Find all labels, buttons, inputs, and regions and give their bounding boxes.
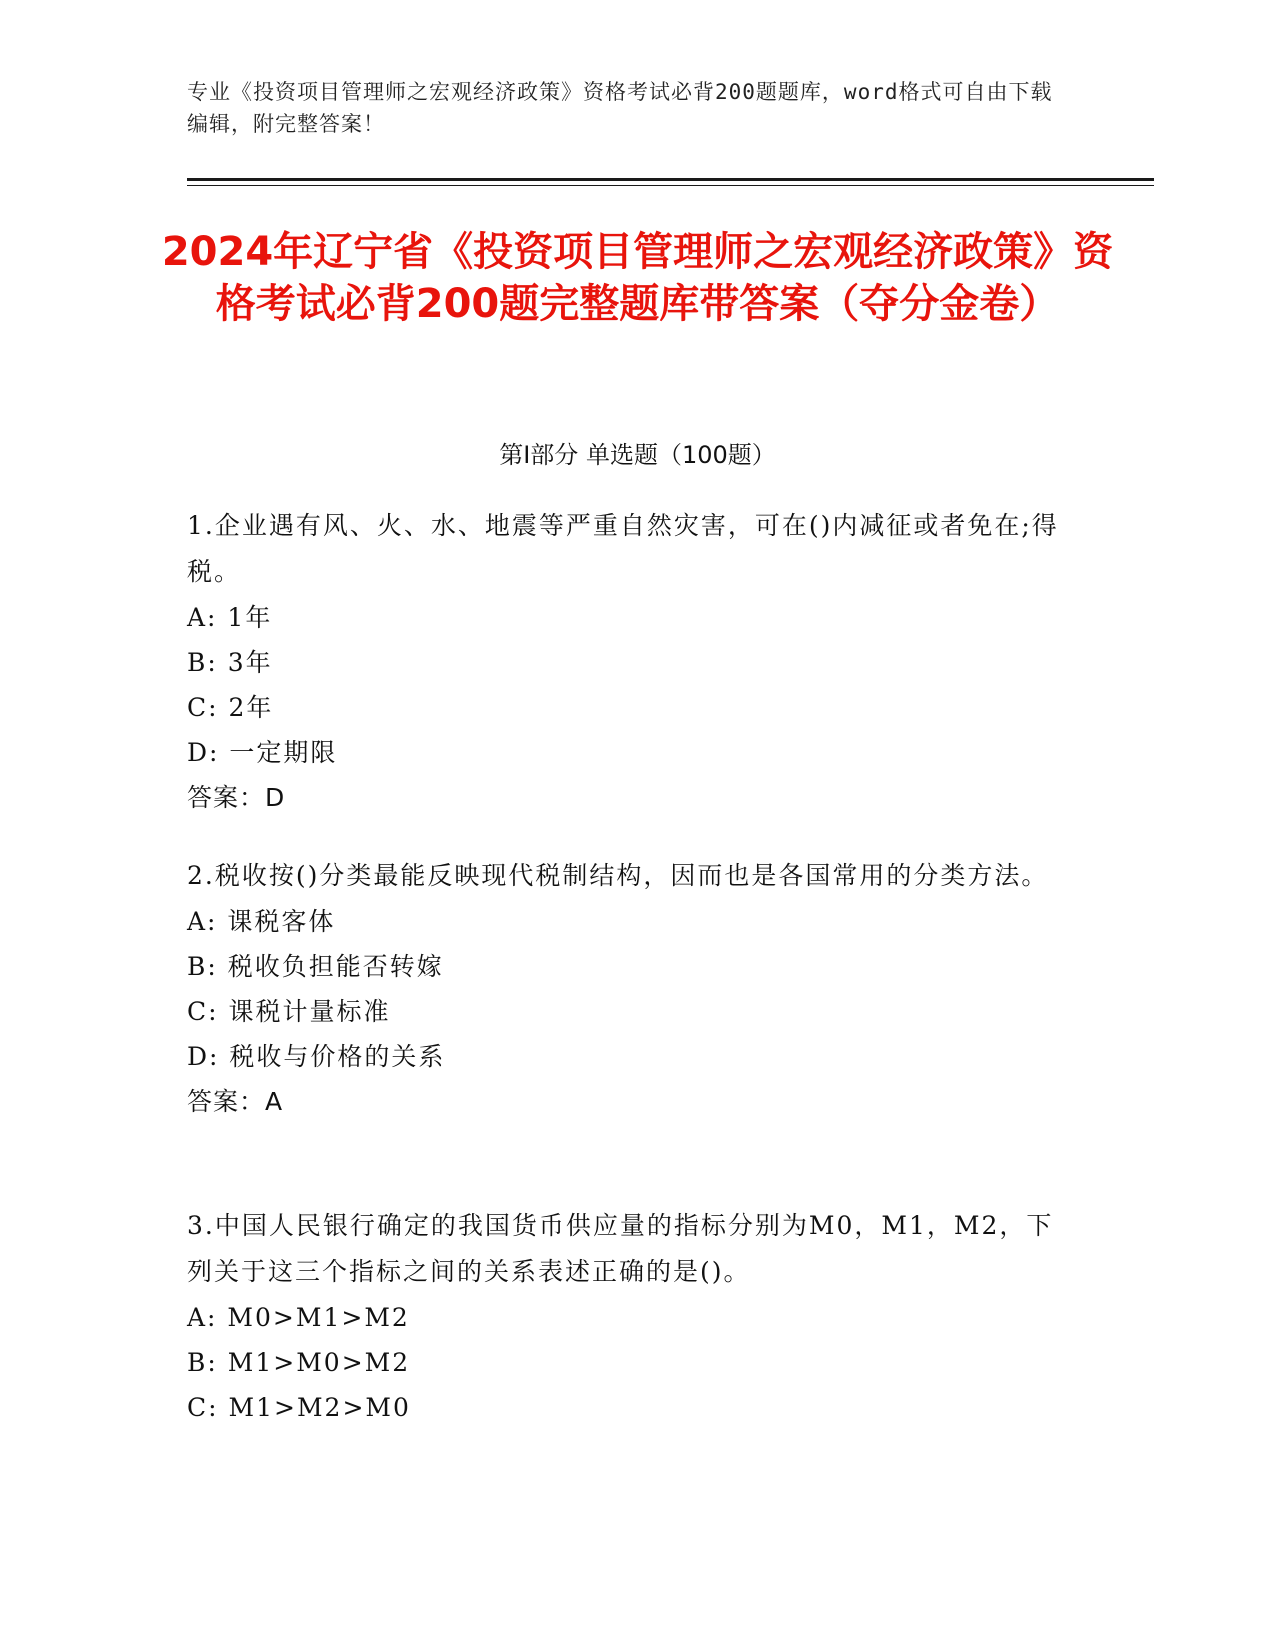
header-divider-thick [187, 178, 1154, 181]
option-c: C: 2年 [187, 693, 274, 722]
option-a: A: 课税客体 [187, 907, 336, 936]
question-stem: 1.企业遇有风、火、水、地震等严重自然灾害，可在()内减征或者免在;得税。 [187, 511, 1059, 586]
section-title: 第Ⅰ部分 单选题（100题） [499, 441, 776, 469]
question-3 [187, 1203, 1067, 1430]
question-stem: 2.税收按()分类最能反映现代税制结构，因而也是各国常用的分类方法。 [187, 861, 1049, 890]
question-1 [187, 503, 1067, 821]
option-b: B: M1>M0>M2 [187, 1348, 411, 1377]
answer: 答案：A [187, 1087, 284, 1116]
header-note: 专业《投资项目管理师之宏观经济政策》资格考试必背200题题库，word格式可自由下载编辑，附完整答案！ [187, 80, 1053, 136]
option-c: C: 课税计量标准 [187, 997, 391, 1026]
question-stem: 3.中国人民银行确定的我国货币供应量的指标分别为M0，M1，M2，下列关于这三个指标之间的关系表述正确的是()。 [187, 1211, 1054, 1286]
option-b: B: 3年 [187, 648, 273, 677]
option-a: A: 1年 [187, 603, 273, 632]
option-a: A: M0>M1>M2 [187, 1303, 410, 1332]
header-divider-thin [187, 185, 1154, 186]
option-b: B: 税收负担能否转嫁 [187, 952, 444, 981]
answer: 答案：D [187, 783, 286, 812]
option-d: D: 税收与价格的关系 [187, 1042, 446, 1071]
question-2 [187, 853, 1067, 1125]
document-title: 2024年辽宁省《投资项目管理师之宏观经济政策》资格考试必背200题完整题库带答案（夺分金卷） [161, 229, 1114, 327]
option-c: C: M1>M2>M0 [187, 1393, 411, 1422]
option-d: D: 一定期限 [187, 738, 338, 767]
